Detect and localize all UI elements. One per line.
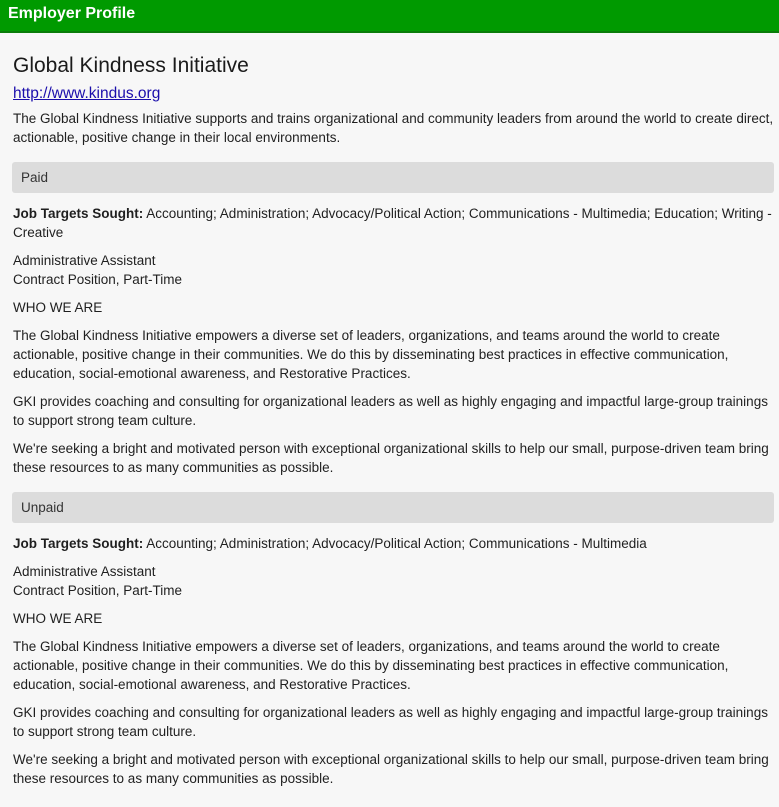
position-type: Contract Position, Part-Time xyxy=(13,583,183,598)
position-type: Contract Position, Part-Time xyxy=(13,272,183,287)
job-targets-value: Accounting; Administration; Advocacy/Political Action; Communications - Multimedia; Education; Writing - Creative xyxy=(13,206,772,240)
job-targets-value: Accounting; Administration; Advocacy/Political Action; Communications - Multimedia xyxy=(143,536,647,551)
job-listing-unpaid xyxy=(13,534,774,788)
page-title: Employer Profile xyxy=(8,5,136,22)
position-title: Administrative Assistant xyxy=(13,564,156,579)
section-label: Paid xyxy=(21,170,49,185)
job-targets xyxy=(13,534,774,553)
who-we-are-heading: WHO WE ARE xyxy=(13,611,103,626)
job-targets-label: Job Targets Sought: xyxy=(13,206,144,221)
position-info xyxy=(13,562,774,600)
section-header-paid xyxy=(12,162,774,193)
employer-name: Global Kindness Initiative xyxy=(13,54,249,77)
job-paragraph-3: We're seeking a bright and motivated person with exceptional organizational skills to help our small, purpose-driven team bring these resources to as many communities as possible. xyxy=(13,752,769,786)
position-info xyxy=(13,251,774,289)
job-paragraph-3: We're seeking a bright and motivated person with exceptional organizational skills to help our small, purpose-driven team bring these resources to as many communities as possible. xyxy=(13,441,769,475)
job-targets-label: Job Targets Sought: xyxy=(13,536,144,551)
employer-website-link[interactable]: http://www.kindus.org xyxy=(13,85,161,102)
job-paragraph-1: The Global Kindness Initiative empowers a diverse set of leaders, organizations, and teams around the world to create actionable, positive change in their communities. We do this by disseminating best practices in effective communication, education, social-emotional awareness, and Restorative Practices. xyxy=(13,639,729,692)
section-header-unpaid xyxy=(12,492,774,523)
job-paragraph-2: GKI provides coaching and consulting for organizational leaders as well as highly engaging and impactful large-group trainings to support strong team culture. xyxy=(13,394,768,428)
employer-description: The Global Kindness Initiative supports and trains organizational and community leaders from around the world to create direct, actionable, positive change in their local environments. xyxy=(13,111,774,145)
section-label: Unpaid xyxy=(21,500,64,515)
job-paragraph-1: The Global Kindness Initiative empowers a diverse set of leaders, organizations, and teams around the world to create actionable, positive change in their communities. We do this by disseminating best practices in effective communication, education, social-emotional awareness, and Restorative Practices. xyxy=(13,328,729,381)
job-listing-paid xyxy=(13,204,774,477)
page-header xyxy=(0,0,779,33)
job-paragraph-2: GKI provides coaching and consulting for organizational leaders as well as highly engaging and impactful large-group trainings to support strong team culture. xyxy=(13,705,768,739)
employer-profile-content xyxy=(0,53,779,788)
who-we-are-heading: WHO WE ARE xyxy=(13,300,103,315)
position-title: Administrative Assistant xyxy=(13,253,156,268)
job-targets xyxy=(13,204,774,242)
